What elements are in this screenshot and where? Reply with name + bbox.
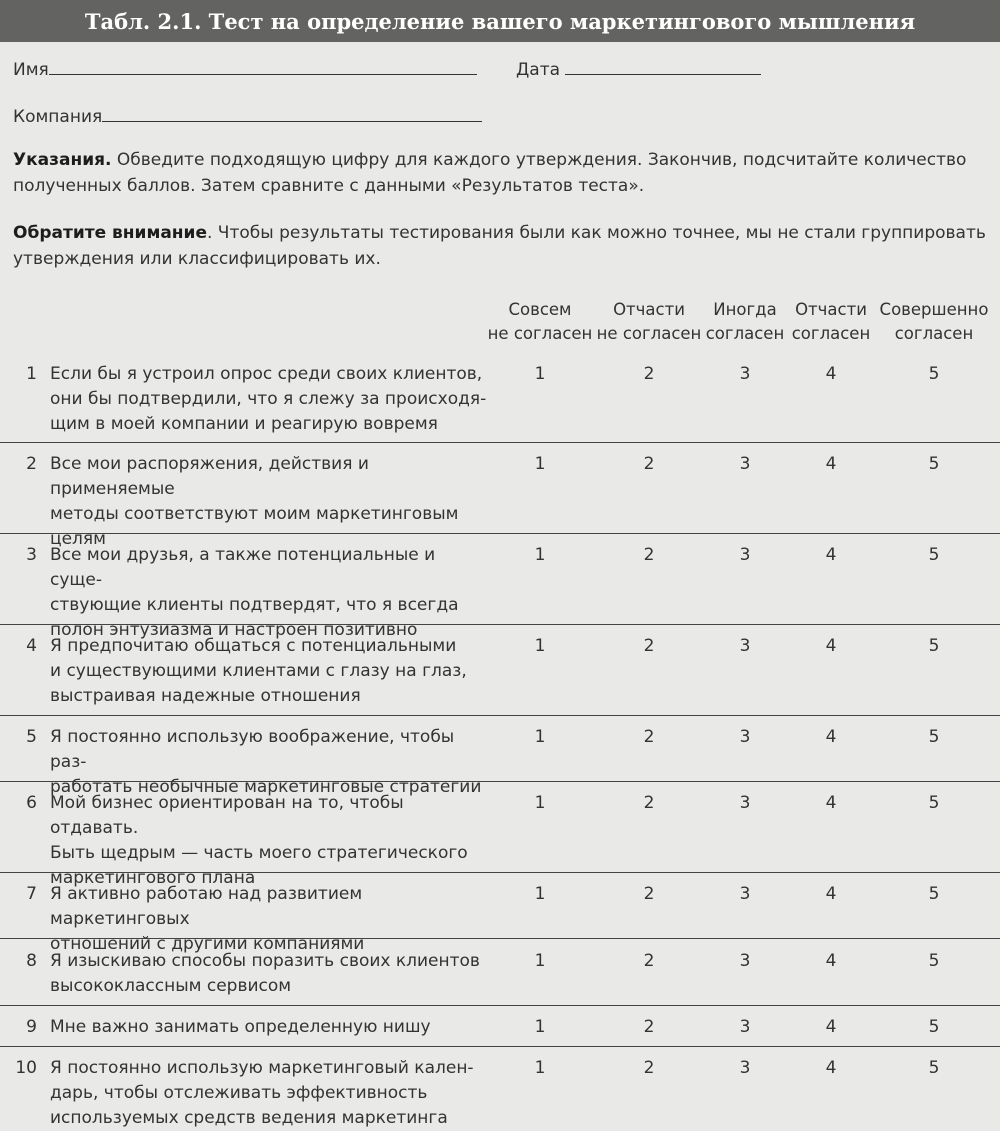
score-option-4[interactable]: 4 (825, 727, 837, 747)
table-title: Табл. 2.1. Тест на определение вашего маркетингового мышления (0, 0, 1000, 42)
row-number: 10 (15, 1058, 37, 1078)
statement-text: Я предпочитаю общаться с потенциальными и существующими клиентами с глазу на глаз, выстраивая надежные отношения (50, 636, 467, 706)
score-option-5[interactable]: 5 (928, 364, 940, 384)
score-option-4[interactable]: 4 (825, 545, 837, 565)
company-underline[interactable] (102, 103, 482, 122)
row-number: 7 (26, 884, 37, 904)
score-option-1[interactable]: 1 (534, 454, 546, 474)
statement-text: Я постоянно использую воображение, чтобы раз- работать необычные маркетинговые стратегии (50, 727, 482, 797)
date-label: Дата (516, 60, 561, 80)
table-row (0, 882, 1000, 954)
instructions-text: Обведите подходящую цифру для каждого утверждения. Закончив, подсчитайте количество полученных баллов. Затем сравните с данными «Результатов теста». (13, 150, 967, 196)
score-option-4[interactable]: 4 (825, 1017, 837, 1037)
table-row (0, 1056, 1000, 1130)
row-number: 3 (26, 545, 37, 565)
company-label: Компания (13, 107, 103, 127)
table-row (0, 362, 1000, 443)
score-option-1[interactable]: 1 (534, 884, 546, 904)
score-option-3[interactable]: 3 (739, 793, 751, 813)
row-number: 5 (26, 727, 37, 747)
statement-text: Все мои распоряжения, действия и применяемые методы соответствуют моим маркетинговым целям (50, 454, 459, 549)
score-option-2[interactable]: 2 (643, 884, 655, 904)
table-row (0, 791, 1000, 888)
column-header-4: Отчасти согласен (791, 300, 871, 343)
score-option-1[interactable]: 1 (534, 364, 546, 384)
score-option-3[interactable]: 3 (739, 545, 751, 565)
note-heading: Обратите внимание (13, 223, 207, 243)
score-option-5[interactable]: 5 (928, 545, 940, 565)
date-underline[interactable] (565, 56, 761, 75)
score-option-3[interactable]: 3 (739, 454, 751, 474)
instructions-heading: Указания. (13, 150, 112, 170)
statement-text: Если бы я устроил опрос среди своих клиентов, они бы подтвердили, что я слежу за происходя- щим в моей компании и реагирую вовремя (50, 364, 487, 434)
company-field[interactable] (13, 103, 482, 127)
name-underline[interactable] (49, 56, 477, 75)
score-option-1[interactable]: 1 (534, 636, 546, 656)
score-option-4[interactable]: 4 (825, 364, 837, 384)
statement-text: Все мои друзья, а также потенциальные и суще- ствующие клиенты подтвердят, что я всегда полон энтузиазма и настроен позитивно (50, 545, 459, 640)
score-option-2[interactable]: 2 (643, 636, 655, 656)
score-option-4[interactable]: 4 (825, 1058, 837, 1078)
score-option-5[interactable]: 5 (928, 454, 940, 474)
table-row (0, 725, 1000, 797)
score-option-5[interactable]: 5 (928, 884, 940, 904)
row-number: 8 (26, 951, 37, 971)
score-option-2[interactable]: 2 (643, 951, 655, 971)
column-header-3: Иногда согласен (705, 300, 785, 343)
name-label: Имя (13, 60, 49, 80)
statement-text: Я изыскиваю способы поразить своих клиентов высококлассным сервисом (50, 951, 480, 996)
row-number: 1 (26, 364, 37, 384)
score-option-5[interactable]: 5 (928, 951, 940, 971)
score-option-5[interactable]: 5 (928, 793, 940, 813)
score-option-5[interactable]: 5 (928, 727, 940, 747)
score-option-3[interactable]: 3 (739, 364, 751, 384)
score-option-3[interactable]: 3 (739, 1058, 751, 1078)
note-text: . Чтобы результаты тестирования были как можно точнее, мы не стали группировать утверждения или классифицировать их. (13, 223, 986, 269)
score-option-2[interactable]: 2 (643, 1017, 655, 1037)
score-option-4[interactable]: 4 (825, 454, 837, 474)
column-header-2: Отчасти не согласен (596, 300, 702, 343)
score-option-4[interactable]: 4 (825, 951, 837, 971)
row-number: 9 (26, 1017, 37, 1037)
row-number: 2 (26, 454, 37, 474)
score-option-3[interactable]: 3 (739, 636, 751, 656)
row-number: 4 (26, 636, 37, 656)
score-option-5[interactable]: 5 (928, 1058, 940, 1078)
score-option-5[interactable]: 5 (928, 636, 940, 656)
statement-text: Мой бизнес ориентирован на то, чтобы отдавать. Быть щедрым — часть моего стратегического маркетингового плана (50, 793, 468, 888)
score-option-1[interactable]: 1 (534, 793, 546, 813)
name-field[interactable] (13, 56, 477, 80)
score-option-1[interactable]: 1 (534, 727, 546, 747)
score-option-2[interactable]: 2 (643, 364, 655, 384)
date-field[interactable] (516, 56, 761, 80)
row-number: 6 (26, 793, 37, 813)
score-option-1[interactable]: 1 (534, 951, 546, 971)
score-option-2[interactable]: 2 (643, 454, 655, 474)
score-option-4[interactable]: 4 (825, 793, 837, 813)
score-option-2[interactable]: 2 (643, 727, 655, 747)
score-option-4[interactable]: 4 (825, 636, 837, 656)
table-row (0, 949, 1000, 1006)
instructions-paragraph (13, 147, 988, 199)
statement-text: Мне важно занимать определенную нишу (50, 1017, 431, 1037)
score-option-4[interactable]: 4 (825, 884, 837, 904)
score-option-3[interactable]: 3 (739, 951, 751, 971)
score-option-3[interactable]: 3 (739, 727, 751, 747)
score-option-1[interactable]: 1 (534, 545, 546, 565)
statement-text: Я постоянно использую маркетинговый кален- дарь, чтобы отслеживать эффективность используемых средств ведения маркетинга (50, 1058, 474, 1128)
table-row (0, 543, 1000, 640)
score-option-1[interactable]: 1 (534, 1058, 546, 1078)
statement-text: Я активно работаю над развитием маркетинговых отношений с другими компаниями (50, 884, 365, 954)
score-option-3[interactable]: 3 (739, 1017, 751, 1037)
table-row (0, 452, 1000, 549)
table-row (0, 1015, 1000, 1047)
score-option-2[interactable]: 2 (643, 793, 655, 813)
score-option-2[interactable]: 2 (643, 1058, 655, 1078)
column-header-5: Совершенно согласен (879, 300, 989, 343)
score-option-3[interactable]: 3 (739, 884, 751, 904)
table-row (0, 634, 1000, 716)
note-paragraph (13, 220, 988, 272)
score-option-5[interactable]: 5 (928, 1017, 940, 1037)
column-header-1: Совсем не согласен (487, 300, 593, 343)
score-option-2[interactable]: 2 (643, 545, 655, 565)
score-option-1[interactable]: 1 (534, 1017, 546, 1037)
